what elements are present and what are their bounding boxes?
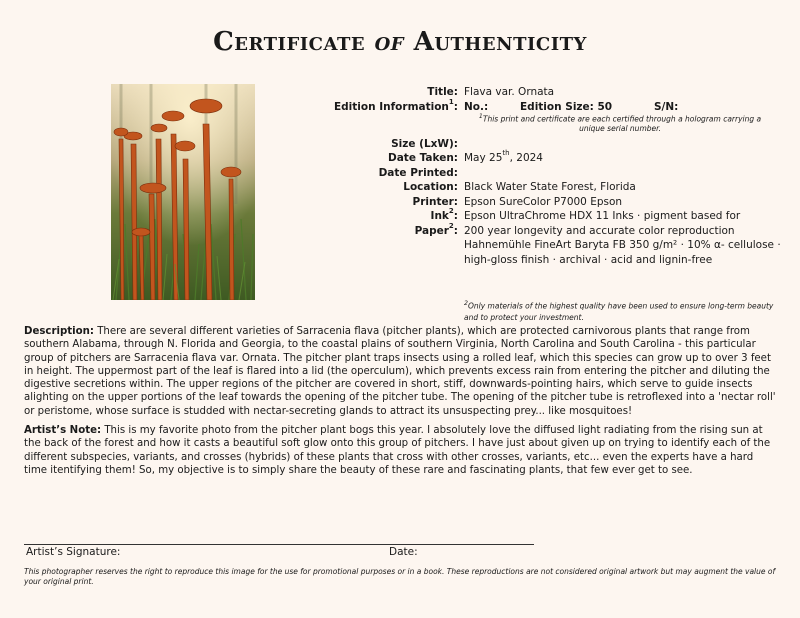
artist-note-label: Artist’s Note:: [24, 425, 102, 436]
date-taken-row: [330, 151, 790, 166]
certificate-fields: [330, 85, 790, 267]
paper-line: 200 year longevity and accurate color reproduction: [464, 224, 735, 237]
date-taken-value: May 25th, 2024: [464, 149, 543, 164]
disclaimer-text: This photographer reserves the right to reproduce this image for the use for promotional purposes or in a book. These reproductions are not considered original artwork but may augment the value of your original print.: [24, 567, 776, 586]
edition-sn-label: S/N:: [654, 100, 679, 113]
materials-footnote: $^2$Only materials of the highest quality have been used to ensure long-term beauty and to protect your investment.: [464, 300, 774, 322]
title-row: [330, 85, 790, 100]
description-paragraph: [24, 325, 776, 418]
size-value: [464, 137, 790, 152]
edition-footnote: $^1$This print and certificate are each certified through a hologram carrying a unique serial number.: [478, 113, 762, 133]
date-printed-row: [330, 166, 790, 181]
title-of: of: [374, 27, 405, 57]
description-label: Description:: [24, 326, 94, 337]
paper-label: Paper$^2$:: [414, 221, 458, 237]
edition-no-label: No.:: [464, 100, 489, 113]
ink-label: Ink$^2$:: [430, 207, 458, 222]
location-value: Black Water State Forest, Florida: [464, 181, 636, 193]
page-title: Certificate of Authenticity: [213, 27, 587, 57]
printer-label: Printer:: [412, 195, 458, 208]
artist-note-paragraph: [24, 424, 776, 477]
edition-size: Edition Size: 50: [520, 100, 613, 113]
ink-row: [330, 209, 790, 224]
title-label: Title:: [427, 86, 458, 98]
signature-line: [24, 544, 534, 545]
date-printed-value: [464, 166, 790, 181]
date-taken-label: Date Taken:: [388, 152, 458, 164]
date-printed-label: Date Printed:: [378, 166, 458, 179]
location-label: Location:: [403, 181, 458, 193]
size-label: Size (LxW):: [391, 137, 458, 150]
size-row: [330, 137, 790, 152]
artist-signature-label: Artist’s Signature:: [26, 546, 121, 558]
paper-line: Hahnemühle FineArt Baryta FB 350 g/m² · 10% α- cellulose ·: [464, 239, 781, 251]
photo-illustration: [111, 84, 255, 300]
paper-value: [464, 224, 790, 268]
printer-value: Epson SureColor P7000 Epson: [464, 195, 623, 208]
location-row: [330, 180, 790, 195]
edition-label: Edition Information$^1$:: [333, 97, 458, 113]
description-text: There are several different varieties of Sarracenia flava (pitcher plants), which are protected carnivorous plants that range from southern Alabama, through N. Florida and Georgia, to the coastal plains of southern Virginia, North Carolina and South Carolina - this particular group of pitchers are Sarracenia flava var. Ornata. The pitcher plant traps insects using a rolled leaf, which this species can grow up to over 3 feet in height. The uppermost part of the leaf is flared into a lid (the operculum), which prevents excess rain from entering the pitcher and diluting the digestive secretions within. The upper regions of the pitcher are covered in short, stiff, downwards-pointing hairs, which serve to guide insects alighting on the upper portions of the leaf towards the opening of the pitcher tube. The opening of the pitcher tube is retroflexed into a 'nectar roll' or peristome, whose surface is studded with nectar-secreting glands to attract its unsuspecting prey... like mosquitoes!: [24, 326, 776, 417]
signature-date-label: Date:: [389, 546, 418, 558]
paper-line: high-gloss finish · archival · acid and lignin-free: [464, 253, 713, 266]
printer-row: [330, 195, 790, 210]
artist-note-text: This is my favorite photo from the pitcher plant bogs this year. I absolutely love the diffused light radiating from the rising sun at the back of the forest and how it casts a beautiful soft glow onto this group of pitchers. I have just about given up on trying to identify each of the different subspecies, variants, and crosses (hybrids) of these plants that cross with other crosses, variants, etc... even the experts have a hard time itentifying them! So, my objective is to simply share the beauty of these rare and fascinating plants, that few ever get to see.: [24, 425, 771, 476]
ink-value: Epson UltraChrome HDX 11 Inks · pigment based for: [464, 210, 741, 222]
pitcher-plant-photo: [111, 84, 255, 300]
title-value: Flava var. Ornata: [464, 86, 555, 98]
paper-row: [330, 221, 790, 268]
